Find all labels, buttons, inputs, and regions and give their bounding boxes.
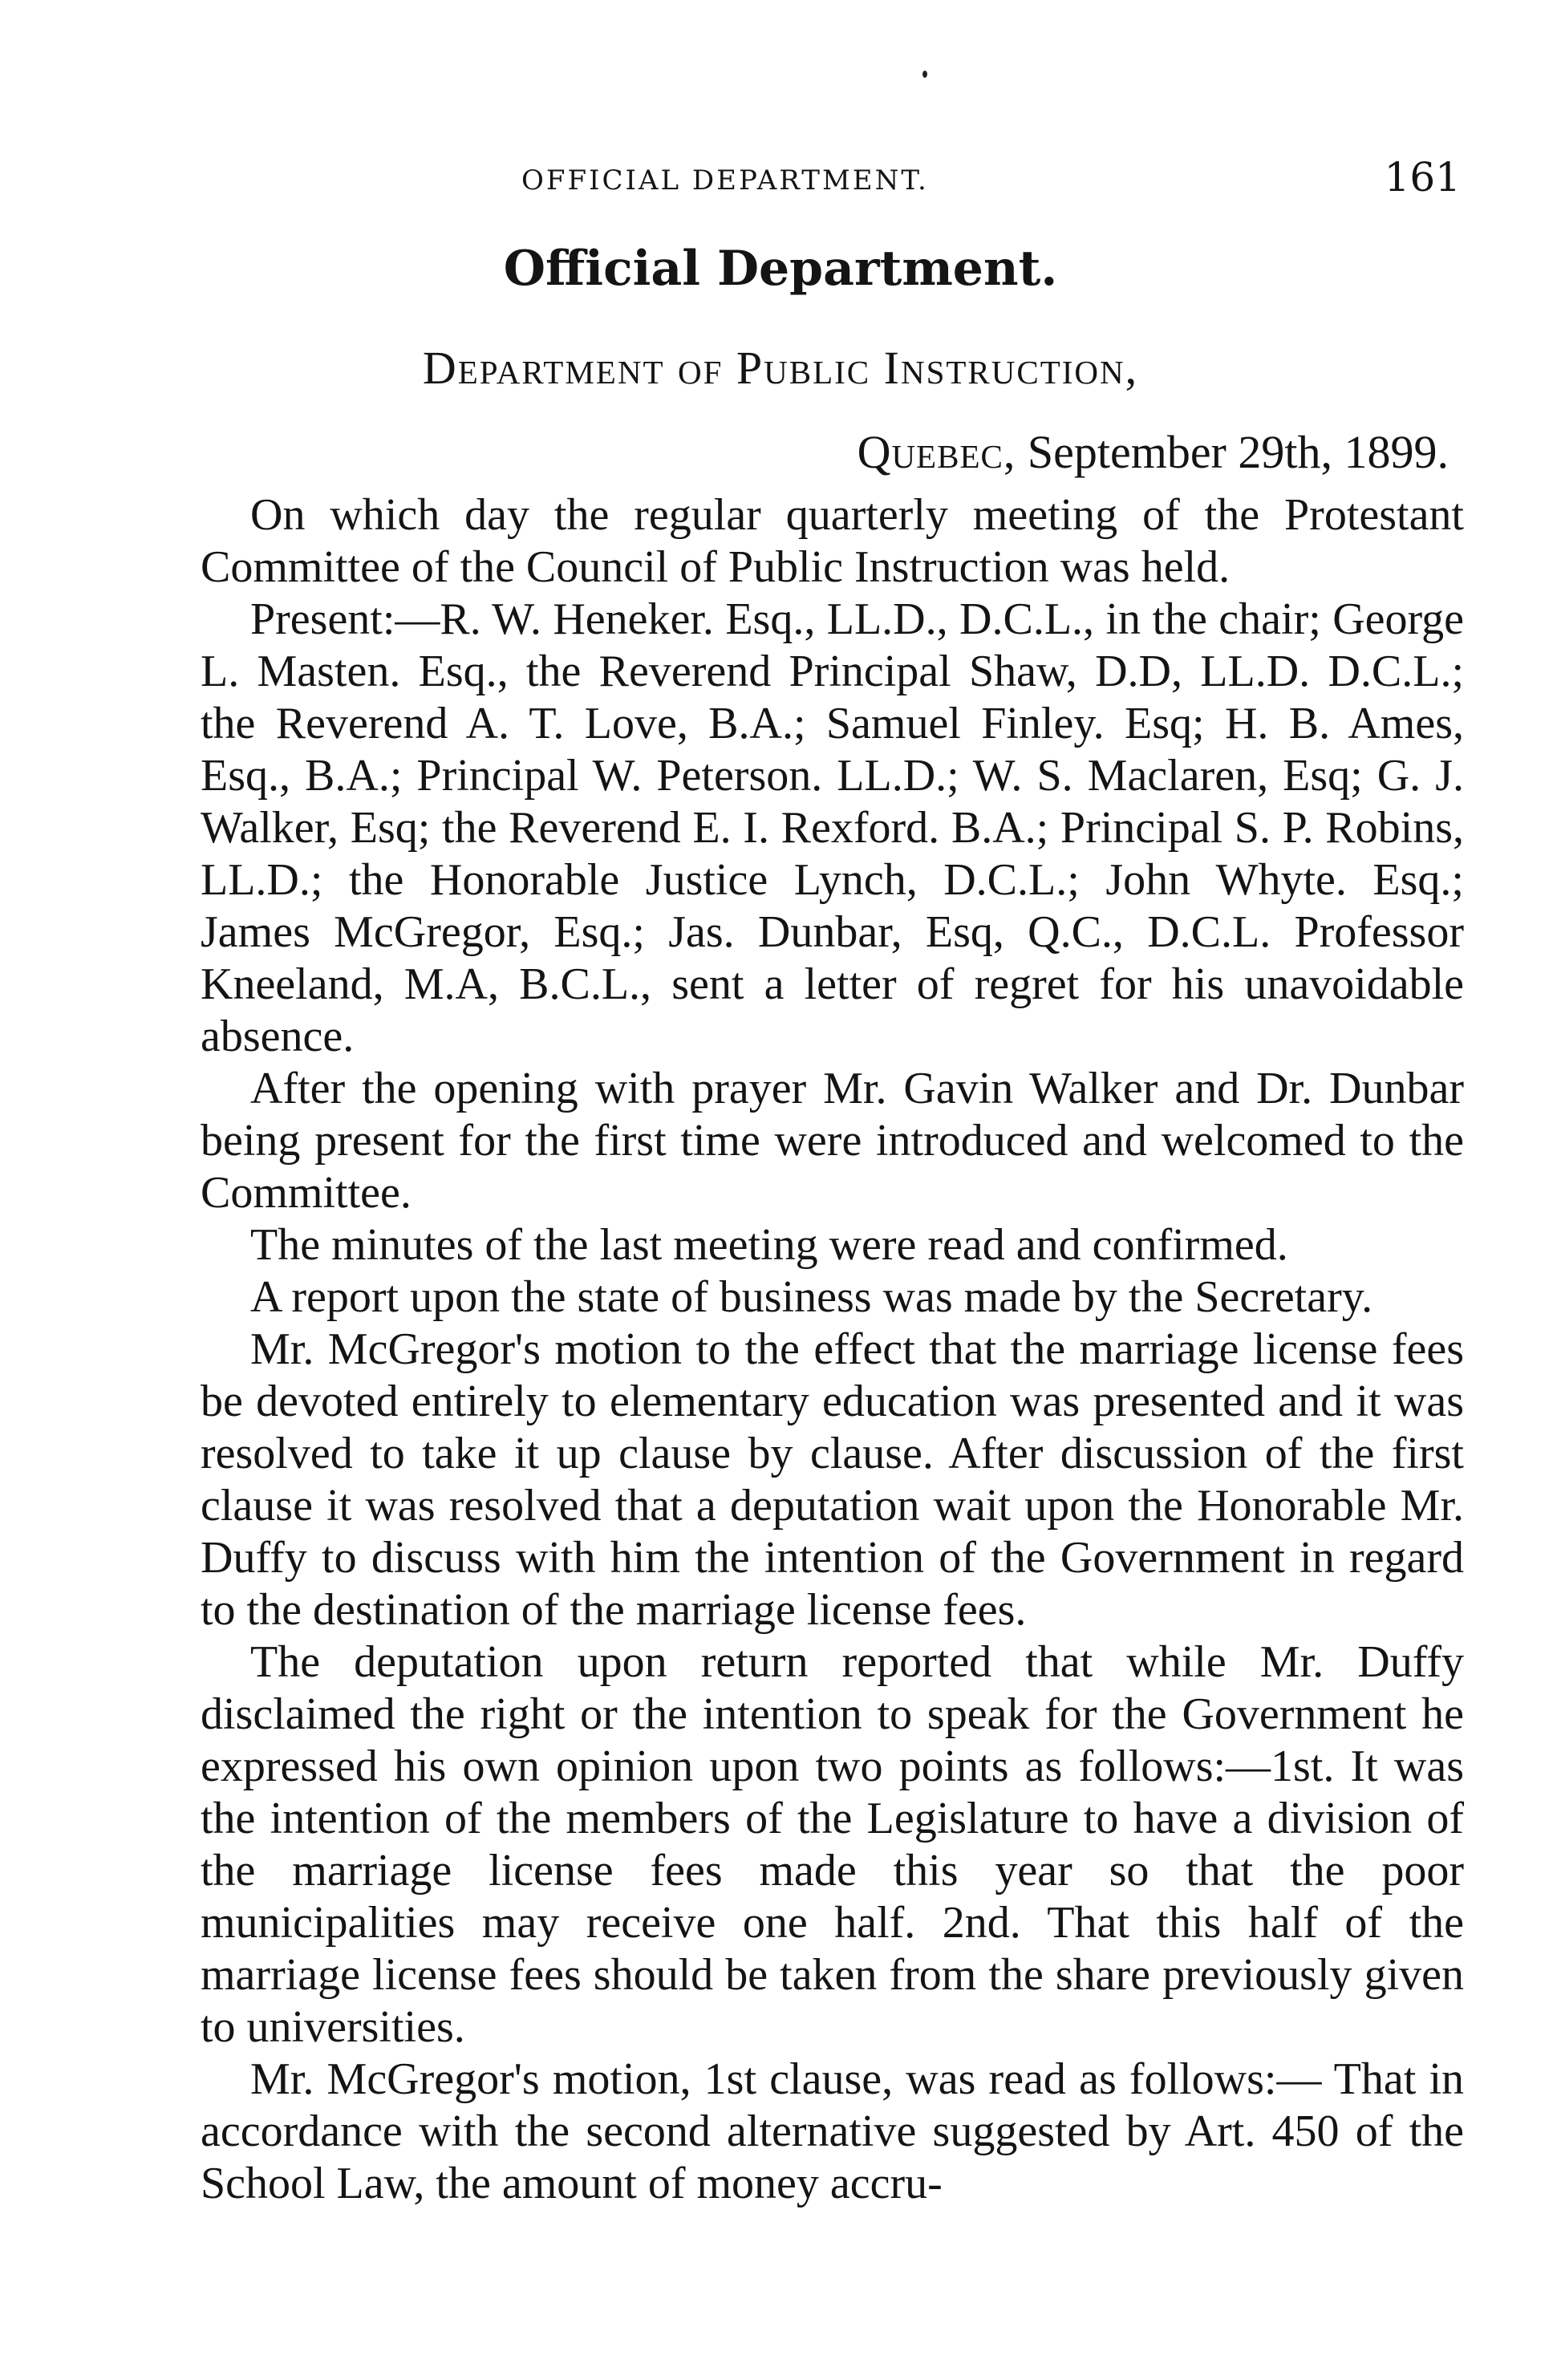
paragraph-meeting-held: On which day the regular quarterly meeting of the Protestant Committee of the Council of Public Instruction was held. bbox=[201, 490, 1464, 592]
dateline bbox=[858, 425, 1449, 479]
paragraph-present: Present:—R. W. Heneker. Esq., LL.D., D.C.L., in the chair; George L. Masten. Esq., the Reverend Principal Shaw, D.D, LL.D. D.C.L.; the Reverend A. T. Love, B.A.; Samuel Finley. Esq; H. B. Ames, Esq., B.A.; Principal W. Peterson. LL.D.; W. S. Maclaren, Esq; G. J. Walker, Esq; the Reverend E. I. Rexford. B.A.; Principal S. P. Robins, LL.D.; the Honorable Justice Lynch, D.C.L.; John Whyte. Esq.; James McGregor, Esq.; Jas. Dunbar, Esq, Q.C., D.C.L. Professor Kneeland, M.A, B.C.L., sent a letter of regret for his unavoidable absence. bbox=[201, 594, 1464, 1061]
running-head: OFFICIAL DEPARTMENT. bbox=[521, 164, 929, 197]
page-number: 161 bbox=[1384, 154, 1461, 201]
ink-speck bbox=[922, 71, 927, 78]
minutes-body bbox=[201, 489, 1464, 2210]
dateline-date: September 29th, 1899. bbox=[1027, 426, 1449, 478]
paragraph-deputation-report: The deputation upon return reported that while Mr. Duffy disclaimed the right or the intention to speak for the Government he expressed his own opinion upon two points as follows:—1st. It was the intention of the members of the Legislature to have a division of the marriage license fees made this year so that the poor municipalities may receive one half. 2nd. That this half of the marriage license fees should be taken from the share previously given to universities. bbox=[201, 1637, 1464, 2052]
paragraph-opening-prayer: After the opening with prayer Mr. Gavin Walker and Dr. Dunbar being present for the first time were introduced and welcomed to the Committee. bbox=[201, 1064, 1464, 1218]
dateline-place: Quebec, bbox=[857, 426, 1016, 478]
paragraph-first-clause: Mr. McGregor's motion, 1st clause, was read as follows:— That in accordance with the second alternative suggested by Art. 450 of the School Law, the amount of money accru- bbox=[201, 2054, 1464, 2208]
section-title: Official Department. bbox=[503, 241, 1058, 297]
department-line: Department of Public Instruction, bbox=[422, 342, 1139, 394]
paragraph-mcgregor-motion: Mr. McGregor's motion to the effect that the marriage license fees be devoted entirely to elementary education was presented and it was resolved to take it up clause by clause. After discussion of the first clause it was resolved that a deputation wait upon the Honorable Mr. Duffy to discuss with him the intention of the Government in regard to the destination of the marriage license fees. bbox=[201, 1324, 1464, 1635]
paragraph-secretary-report: A report upon the state of business was made by the Secretary. bbox=[250, 1272, 1373, 1322]
paragraph-minutes-confirmed: The minutes of the last meeting were read and confirmed. bbox=[250, 1220, 1288, 1270]
